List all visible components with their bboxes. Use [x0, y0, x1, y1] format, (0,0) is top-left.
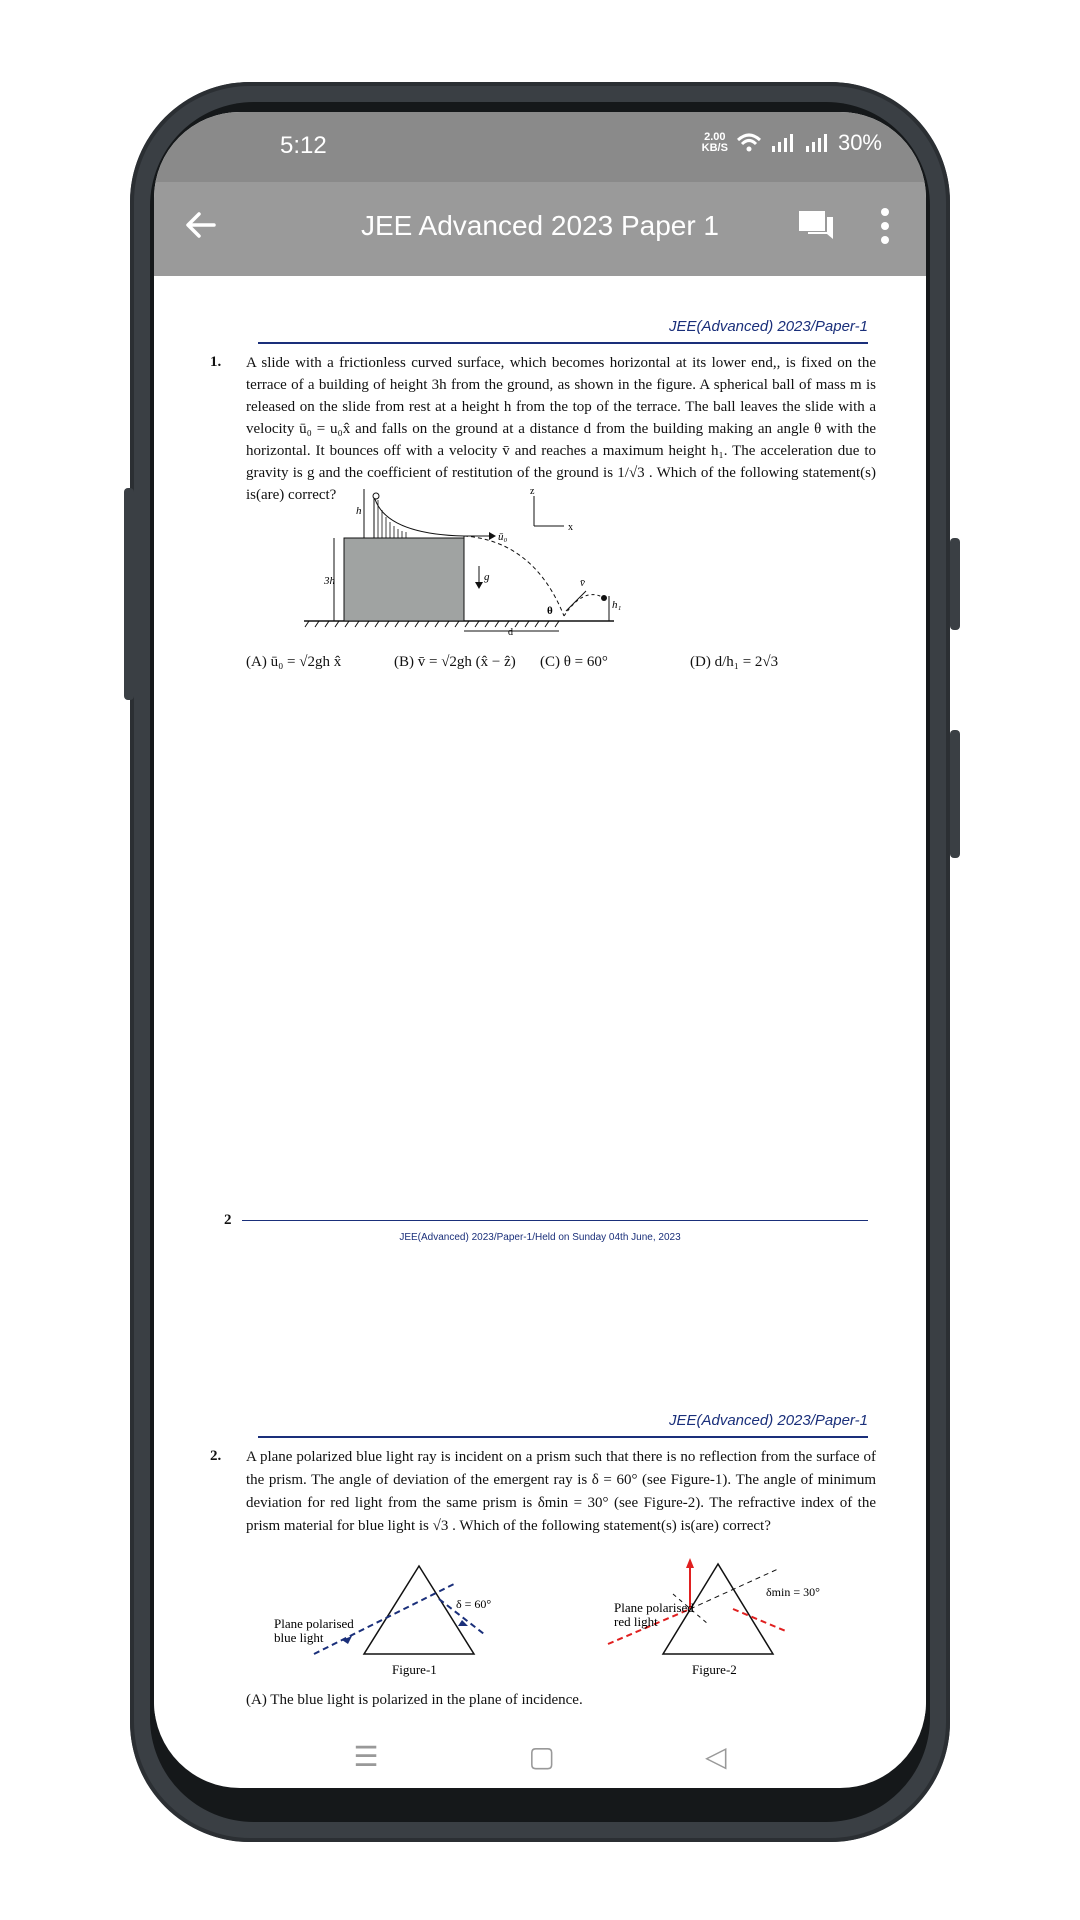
speed-value: 2.00: [704, 131, 726, 143]
recents-icon[interactable]: ☰: [353, 1740, 379, 1772]
label-d: d: [508, 627, 513, 636]
pdf-page-view[interactable]: [154, 276, 926, 1716]
signal-icon: [770, 132, 796, 154]
fig2-label-2: red light: [614, 1614, 658, 1629]
fig1-angle: δ = 60°: [456, 1597, 492, 1611]
signal-icon: [804, 132, 830, 154]
prism-figure-1: [274, 1564, 544, 1684]
page-header: JEE(Advanced) 2023/Paper-1: [668, 318, 868, 335]
page-title: JEE Advanced 2023 Paper 1: [360, 210, 720, 241]
page-header: JEE(Advanced) 2023/Paper-1: [668, 1412, 868, 1429]
volume-button: [124, 488, 134, 700]
question-text: A slide with a frictionless curved surface, which becomes horizontal at its lower end,, is fixed on the terrace of a building of height 3h from the ground, as shown in the figure. A spherical ball of mass m is released on the slide from rest at a height h from the top of the terrace. The ball leaves the slide with a velocity ū₀ = u₀x̂ and falls on the ground at a distance d from the building making an angle θ with the horizontal. It bounces off with a velocity v̄ and reaches a maximum height h₁. The acceleration due to gravity is g and the coefficient of restitution of the ground is 1/√3 . Which of the following statement(s) is(are) correct?: [246, 355, 876, 503]
screen: [154, 112, 926, 1788]
question-number: 2.: [210, 1448, 222, 1464]
option-d: (D) d/h₁ = 2√3: [690, 654, 779, 670]
page-number: 2: [224, 1212, 232, 1228]
header-rule: [258, 1436, 868, 1438]
status-icons: [702, 130, 882, 156]
projectile-figure: [304, 486, 624, 636]
option-a: (A) ū₀ = √2gh x̂: [246, 654, 342, 670]
status-bar: [154, 112, 926, 182]
option-a: (A) The blue light is polarized in the plane of incidence.: [246, 1692, 583, 1708]
label-z: z: [530, 486, 535, 497]
label-v: v̄: [580, 577, 585, 589]
header-rule: [258, 342, 868, 344]
label-g: g: [484, 571, 490, 583]
status-time: 5:12: [280, 132, 327, 159]
fig2-angle: δmin = 30°: [766, 1585, 820, 1599]
label-x: x: [568, 522, 573, 533]
option-c: (C) θ = 60°: [540, 654, 608, 670]
label-h: h: [356, 505, 362, 517]
chat-icon[interactable]: [798, 210, 834, 240]
more-vertical-icon[interactable]: [880, 206, 890, 246]
footer-rule: [242, 1220, 868, 1221]
power-button: [950, 538, 960, 630]
fig1-label-2: blue light: [274, 1630, 324, 1645]
label-theta: θ: [547, 605, 553, 617]
fig2-label-1: Plane polarised: [614, 1600, 694, 1615]
fig2-caption: Figure-2: [692, 1662, 737, 1677]
app-bar: [154, 182, 926, 276]
label-u0: ū₀: [498, 531, 508, 543]
question-text: A plane polarized blue light ray is incident on a prism such that there is no reflection from the surface of the prism. The angle of deviation of the emergent ray is δ = 60° (see Figure-1). The angle of minimum deviation for red light from the same prism is δmin = 30° (see Figure-2). The refractive index of the prism material for blue light is √3 . Which of the following statement(s) is(are) correct?: [246, 1449, 876, 1534]
label-3h: 3h: [324, 575, 335, 587]
network-speed: [702, 132, 728, 154]
page-footer: JEE(Advanced) 2023/Paper-1/Held on Sunday 04th June, 2023: [399, 1232, 681, 1243]
battery-level: 30%: [837, 130, 882, 155]
home-icon[interactable]: ▢: [528, 1740, 556, 1772]
option-b: (B) v̄ = √2gh (x̂ − ẑ): [394, 654, 516, 670]
label-h1: h₁: [612, 599, 622, 611]
fig1-caption: Figure-1: [392, 1662, 437, 1677]
speed-unit: KB/S: [701, 142, 728, 154]
fig1-label-1: Plane polarised: [274, 1616, 354, 1631]
nav-bar: [154, 1724, 926, 1788]
back-icon[interactable]: ◁: [705, 1740, 727, 1772]
question-number: 1.: [210, 354, 222, 370]
prism-figure-2: [568, 1554, 868, 1684]
side-button: [950, 730, 960, 858]
wifi-icon: [736, 132, 762, 154]
